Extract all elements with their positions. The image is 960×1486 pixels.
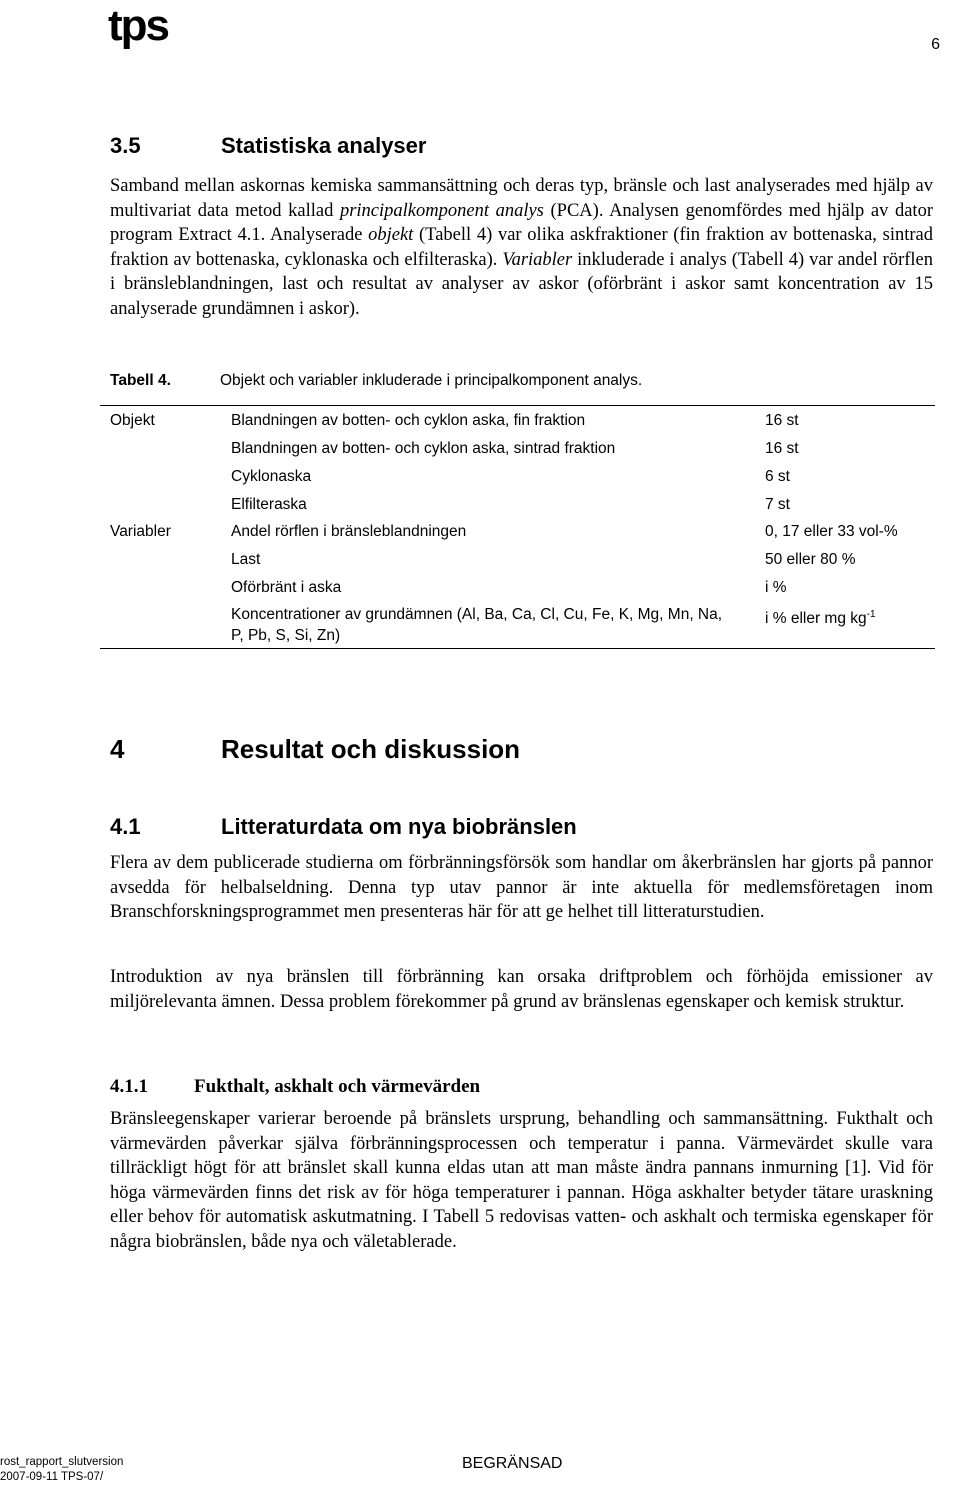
table-cell-item: Koncentrationer av grundämnen (Al, Ba, Ca, Cl, Cu, Fe, K, Mg, Mn, Na, P, Pb, S, Si, Zn) bbox=[231, 606, 723, 644]
table-cell-item: Blandningen av botten- och cyklon aska, sintrad fraktion bbox=[231, 440, 616, 457]
paragraph-literature-2: Introduktion av nya bränslen till förbränning kan orsaka driftproblem och förhöjda emissioner av miljörelevanta ämnen. Dessa problem förekommer på grund av bränslenas egenskaper och kemisk struktur. bbox=[110, 967, 933, 1012]
table-cell-item: Cyklonaska bbox=[231, 468, 312, 485]
text-run: (PCA). Analysen genomfördes med hjälp av dator program Extract 4.1. Analyserade bbox=[110, 200, 933, 245]
paragraph-statistical-analysis bbox=[110, 174, 933, 321]
italic-term: objekt bbox=[368, 225, 414, 245]
footer-filename: rost_rapport_slutversion bbox=[0, 1456, 124, 1468]
table-cell-item: Last bbox=[231, 551, 261, 568]
value-text: i % eller mg kg bbox=[765, 610, 867, 628]
section-number: 3.5 bbox=[110, 133, 141, 158]
table-cell-group: Variabler bbox=[110, 523, 171, 540]
table-cell-value bbox=[765, 466, 945, 487]
table-cell-value bbox=[765, 438, 945, 459]
table-cell-value bbox=[765, 604, 945, 629]
tps-logo: tps bbox=[108, 1, 168, 50]
section-title: Statistiska analyser bbox=[221, 133, 427, 158]
paragraph-literature-1: Flera av dem publicerade studierna om förbränningsförsök som handlar om åkerbränslen har gjorts på pannor avsedda för helbalseldning. Denna typ utav pannor är inte aktuella för medlemsföretagen inom Branschforskningsprogrammet men presenteras här för att ge helhet till litteraturstudien. bbox=[110, 853, 933, 922]
subsection-heading-4-1-1 bbox=[110, 1076, 480, 1098]
italic-term: Variabler bbox=[502, 249, 573, 270]
page-number: 6 bbox=[931, 36, 940, 53]
section-number: 4.1 bbox=[110, 814, 141, 839]
table-bottom-rule bbox=[100, 648, 935, 649]
table-cell-value bbox=[765, 549, 945, 570]
table-cell-value bbox=[765, 521, 945, 542]
value-superscript: -1 bbox=[866, 609, 876, 620]
section-heading-3-5 bbox=[110, 133, 426, 159]
table-cell-group: Objekt bbox=[110, 412, 155, 429]
value-text: 50 eller 80 % bbox=[765, 551, 856, 568]
section-title: Litteraturdata om nya biobränslen bbox=[221, 814, 577, 839]
value-text: 16 st bbox=[765, 412, 799, 429]
italic-term: principalkomponent analys bbox=[339, 200, 544, 221]
chapter-title: Resultat och diskussion bbox=[221, 734, 521, 764]
chapter-number: 4 bbox=[110, 734, 125, 764]
value-text: 0, 17 eller 33 vol-% bbox=[765, 523, 898, 540]
table-cell-value bbox=[765, 410, 945, 431]
table-cell-value bbox=[765, 577, 945, 598]
value-text: i % bbox=[765, 579, 787, 596]
table-cell-item: Blandningen av botten- och cyklon aska, fin fraktion bbox=[231, 412, 586, 429]
table-cell-value bbox=[765, 494, 945, 515]
table-top-rule bbox=[100, 405, 935, 406]
subsection-title: Fukthalt, askhalt och värmevärden bbox=[194, 1076, 481, 1097]
footer-file-info bbox=[0, 1455, 123, 1485]
table-caption bbox=[110, 372, 642, 390]
table-cell-item: Andel rörflen i bränsleblandningen bbox=[231, 523, 467, 540]
section-heading-4-1 bbox=[110, 814, 577, 840]
paragraph-fuel-properties: Bränsleegenskaper varierar beroende på bränslets ursprung, behandling och sammansättning. Fukthalt och värmevärden påverkar själva förbränningsprocessen och temperatur i panna. Värmevärdet skulle vara tillräckligt högt för att bränslet skall kunna eldas utan att man måste ändra pannans inmurning [1]. Vid för höga värmevärden finns det risk av för höga temperaturer i pannan. Höga askhalter betyder tätare uraskning eller behov för automatisk askutmatning. I Tabell 5 redovisas vatten- och askhalt och termiska egenskaper för några biobränslen, både nya och väletablerade. bbox=[110, 1109, 933, 1252]
text-run: Samband mellan askornas kemiska sammansättning och deras typ, bränsle och last analyserades med hjälp av multivariat data metod kallad bbox=[110, 176, 933, 221]
table-label: Tabell 4. bbox=[110, 372, 171, 389]
footer-date-ref: 2007-09-11 TPS-07/ bbox=[0, 1471, 104, 1483]
chapter-heading-4 bbox=[110, 734, 520, 765]
value-text: 16 st bbox=[765, 440, 799, 457]
value-text: 6 st bbox=[765, 468, 790, 485]
footer-classification: BEGRÄNSAD bbox=[462, 1455, 563, 1472]
text-run: (Tabell 4) var olika askfraktioner (fin fraktion av bottenaska, sintrad fraktion av bottenaska, cyklonaska och elfilteraska). bbox=[110, 225, 933, 270]
text-run: inkluderade i analys (Tabell 4) var andel rörflen i bränsleblandningen, last och resultat av analyser av askor (oförbränt i askor samt koncentration av 15 analyserade grundämnen i askor). bbox=[110, 249, 934, 319]
table-cell-item: Oförbränt i aska bbox=[231, 579, 342, 596]
table-cell-item: Elfilteraska bbox=[231, 496, 307, 513]
table-caption-text: Objekt och variabler inkluderade i principalkomponent analys. bbox=[220, 372, 643, 389]
subsection-number: 4.1.1 bbox=[110, 1076, 148, 1097]
value-text: 7 st bbox=[765, 496, 790, 513]
